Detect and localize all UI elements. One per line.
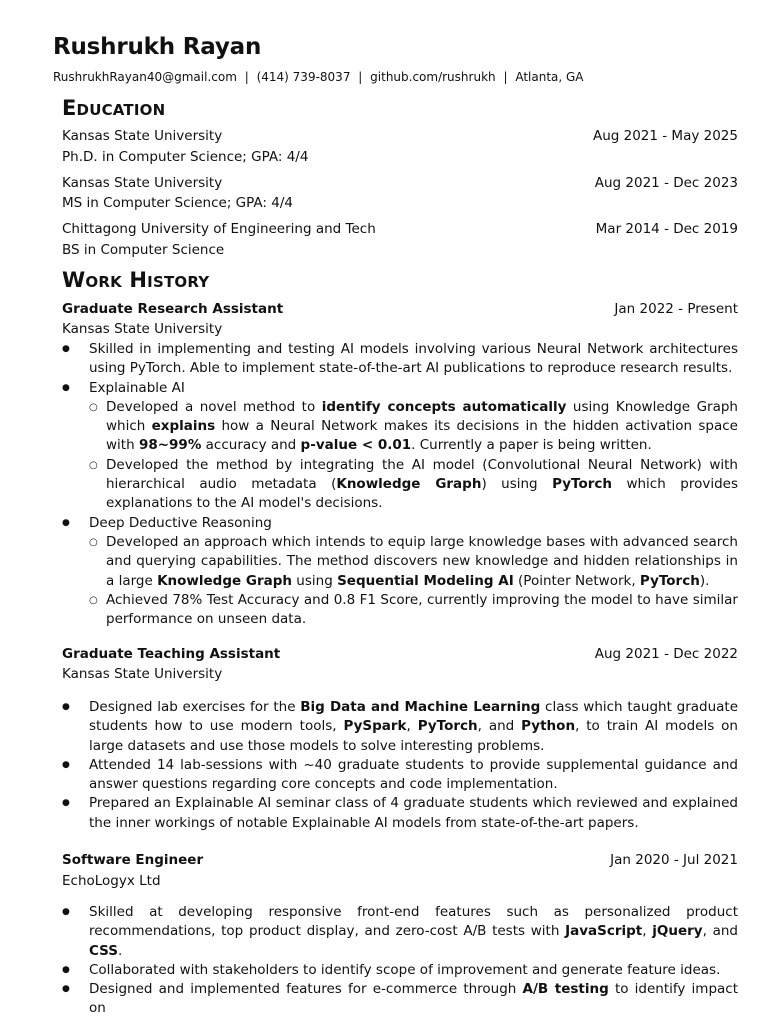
separator: | <box>244 70 249 84</box>
job-org: Kansas State University <box>62 666 223 682</box>
job-header <box>62 299 738 319</box>
list-item: ● Designed and implemented features for e-commerce through A/B testing to identify impact on <box>62 980 738 1019</box>
degree-text: MS in Computer Science; GPA: 4/4 <box>62 195 293 211</box>
job-bullets <box>62 698 738 833</box>
list-item: ● Skilled in implementing and testing AI models involving various Neural Network architectures using PyTorch. Able to implement state-of-the-art AI publications to reproduce research results. <box>62 340 738 379</box>
email-link[interactable]: RushrukhRayan40@gmail.com <box>53 70 237 84</box>
education-entry <box>62 219 738 239</box>
education-dates: Aug 2021 - Dec 2023 <box>594 175 738 191</box>
job-org: EchoLogyx Ltd <box>62 873 161 889</box>
contact-line <box>53 70 584 84</box>
degree-text: Ph.D. in Computer Science; GPA: 4/4 <box>62 149 309 165</box>
job-role: Graduate Research Assistant <box>62 301 284 317</box>
job-dates: Jan 2022 - Present <box>614 301 738 317</box>
education-dates: Aug 2021 - May 2025 <box>592 128 738 144</box>
sub-list-item: ○ Achieved 78% Test Accuracy and 0.8 F1 Score, currently improving the model to have similar performance on unseen data. <box>89 591 738 630</box>
list-item: ● Designed lab exercises for the Big Data and Machine Learning class which taught graduate students how to use modern tools, PySpark, PyTorch, and Python, to train AI models on large datasets and use those models to solve interesting problems. <box>62 698 738 756</box>
separator: | <box>503 70 508 84</box>
school-name: Kansas State University <box>62 128 223 144</box>
list-item: ● Skilled at developing responsive front-end features such as personalized product recommendations, top product display, and zero-cost A/B tests with JavaScript, jQuery, and CSS. <box>62 903 738 961</box>
bullet-heading: Deep Deductive Reasoning <box>89 514 272 531</box>
location-text: Atlanta, GA <box>515 70 584 84</box>
sub-list-item: ○ Developed a novel method to identify concepts automatically using Knowledge Graph which explains how a Neural Network makes its decisions in the hidden activation space with 98~99% accuracy and p-value < 0.01. Currently a paper is being written. <box>89 398 738 456</box>
list-item: ● Prepared an Explainable AI seminar class of 4 graduate students which reviewed and explained the inner workings of notable Explainable AI models from state-of-the-art papers. <box>62 794 738 833</box>
list-item <box>62 514 738 630</box>
candidate-name: Rushrukh Rayan <box>53 34 262 60</box>
degree-text: BS in Computer Science <box>62 242 225 258</box>
job-bullets <box>62 340 738 629</box>
education-entry <box>62 173 738 193</box>
school-name: Chittagong University of Engineering and Tech <box>62 221 376 237</box>
job-dates: Aug 2021 - Dec 2022 <box>594 646 738 662</box>
education-dates: Mar 2014 - Dec 2019 <box>595 221 738 237</box>
list-item: ● Collaborated with stakeholders to identify scope of improvement and generate feature ideas. <box>62 961 738 980</box>
school-name: Kansas State University <box>62 175 223 191</box>
separator: | <box>358 70 363 84</box>
github-link[interactable]: github.com/rushrukh <box>370 70 496 84</box>
job-header <box>62 850 738 870</box>
list-item <box>62 379 738 514</box>
bullet-heading: Explainable AI <box>89 379 185 396</box>
job-header <box>62 644 738 664</box>
job-bullets <box>62 903 738 1019</box>
sub-list-item: ○ Developed the method by integrating the AI model (Convolutional Neural Network) with hierarchical audio metadata (Knowledge Graph) using PyTorch which provides explanations to the AI model's decisions. <box>89 456 738 514</box>
sub-list-item: ○ Developed an approach which intends to equip large knowledge bases with advanced search and querying capabilities. The method discovers new knowledge and hidden relationships in a large Knowledge Graph using Sequential Modeling AI (Pointer Network, PyTorch). <box>89 533 738 591</box>
job-dates: Jan 2020 - Jul 2021 <box>610 852 738 868</box>
work-history-heading: Work History <box>62 268 210 292</box>
job-role: Graduate Teaching Assistant <box>62 646 281 662</box>
phone-text: (414) 739-8037 <box>256 70 351 84</box>
job-role: Software Engineer <box>62 852 204 868</box>
list-item: ● Attended 14 lab-sessions with ~40 graduate students to provide supplemental guidance and answer questions regarding core concepts and code implementation. <box>62 756 738 795</box>
education-entry <box>62 126 738 146</box>
job-org: Kansas State University <box>62 321 223 337</box>
education-heading: Education <box>62 96 166 120</box>
